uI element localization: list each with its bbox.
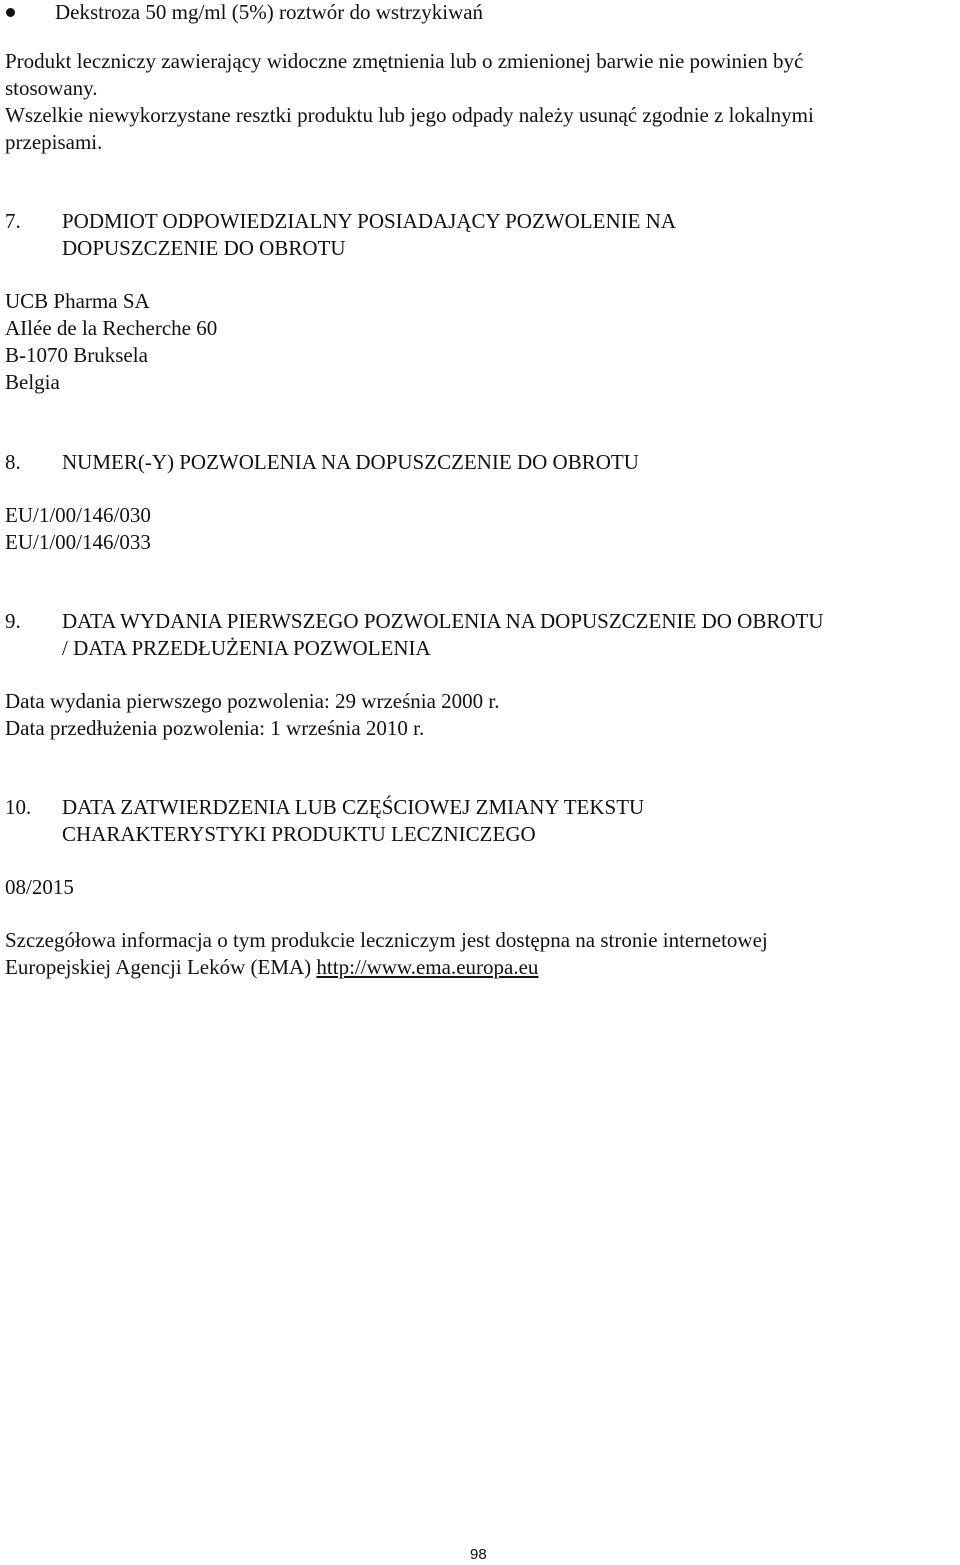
bullet-item: [0, 0, 600, 26]
authorization-number: EU/1/00/146/030: [5, 503, 151, 527]
renewal-date: Data przedłużenia pozwolenia: 1 września 2010 r.: [5, 716, 425, 740]
company-city: B-1070 Bruksela: [5, 343, 148, 367]
bullet-dot-icon: [6, 8, 15, 17]
company-name: UCB Pharma SA: [5, 289, 150, 313]
section-10-number: 10.: [5, 795, 32, 819]
section-7-title-line-2: DOPUSZCZENIE DO OBROTU: [62, 236, 346, 260]
section-10-title-line-1: DATA ZATWIERDZENIA LUB CZĘŚCIOWEJ ZMIANY TEKSTU: [62, 795, 645, 819]
ema-website-link[interactable]: http://www.ema.europa.eu: [316, 955, 539, 979]
section-8-number: 8.: [5, 450, 21, 474]
section-8-title: NUMER(-Y) POZWOLENIA NA DOPUSZCZENIE DO OBROTU: [62, 450, 639, 474]
authorization-number: EU/1/00/146/033: [5, 530, 151, 554]
section-9-title-line-1: DATA WYDANIA PIERWSZEGO POZWOLENIA NA DOPUSZCZENIE DO OBROTU: [62, 609, 824, 633]
page-number: 98: [470, 1546, 487, 1563]
info-line-1: Szczegółowa informacja o tym produkcie leczniczym jest dostępna na stronie internetowej: [5, 928, 768, 952]
intro-line-4: przepisami.: [5, 130, 103, 154]
revision-date: 08/2015: [5, 875, 74, 899]
section-9-title-line-2: / DATA PRZEDŁUŻENIA POZWOLENIA: [62, 636, 431, 660]
intro-line-2: stosowany.: [5, 76, 98, 100]
company-street: AIlée de la Recherche 60: [5, 316, 218, 340]
section-9-number: 9.: [5, 609, 21, 633]
section-7-number: 7.: [5, 209, 21, 233]
intro-line-3: Wszelkie niewykorzystane resztki produktu lub jego odpady należy usunąć zgodnie z lokalnymi: [5, 103, 814, 127]
info-line-2: [5, 954, 538, 980]
info-line-2-text: Europejskiej Agencji Leków (EMA): [5, 955, 317, 979]
first-authorisation-date: Data wydania pierwszego pozwolenia: 29 września 2000 r.: [5, 689, 500, 713]
section-10-title-line-2: CHARAKTERYSTYKI PRODUKTU LECZNICZEGO: [62, 822, 536, 846]
intro-line-1: Produkt leczniczy zawierający widoczne zmętnienia lub o zmienionej barwie nie powinien być: [5, 49, 804, 73]
bullet-text: Dekstroza 50 mg/ml (5%) roztwór do wstrzykiwań: [55, 0, 484, 24]
company-country: Belgia: [5, 370, 60, 394]
section-7-title-line-1: PODMIOT ODPOWIEDZIALNY POSIADAJĄCY POZWOLENIE NA: [62, 209, 677, 233]
